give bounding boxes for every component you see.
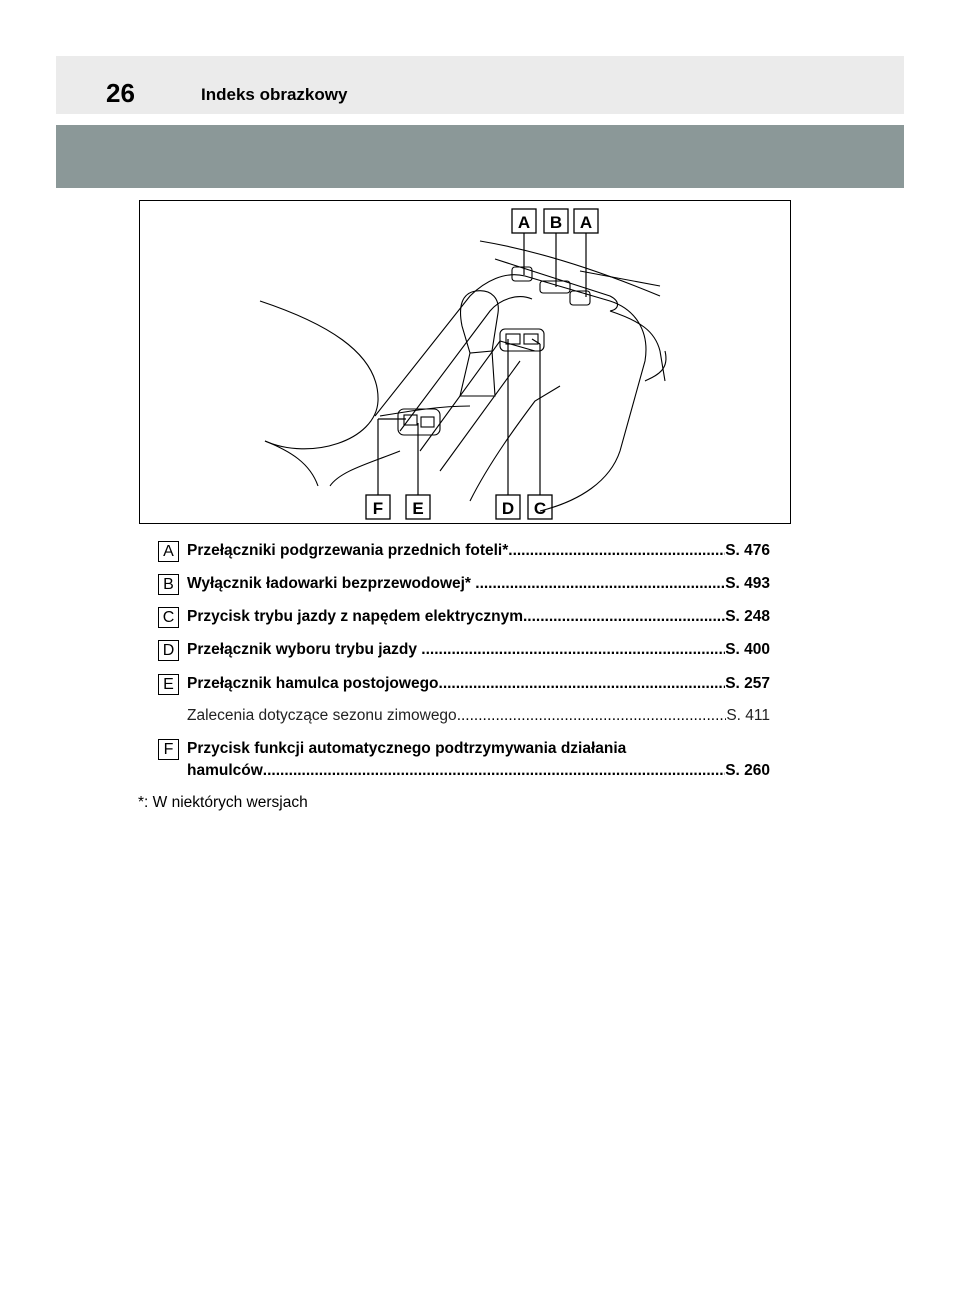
legend-text-line1: Przycisk funkcji automatycznego podtrzymywania działania (187, 740, 627, 757)
leader-dots (457, 707, 727, 725)
legend-badge: A (158, 541, 179, 562)
legend-entry (187, 762, 770, 780)
legend-badge: C (158, 607, 179, 628)
legend-entry (187, 641, 770, 659)
legend-text: Przełącznik wyboru trybu jazdy (187, 641, 422, 658)
legend-entry (187, 608, 770, 626)
leader-dots (508, 542, 725, 560)
legend-entry (187, 707, 770, 725)
console-drawing (140, 201, 792, 525)
footnote: *: W niektórych wersjach (138, 794, 308, 811)
legend-badge: E (158, 674, 179, 695)
legend-entry (187, 542, 770, 560)
leader-dots (523, 608, 725, 626)
callout-bottom-1: F (372, 499, 384, 518)
center-console-illustration (139, 200, 791, 524)
page-number: 26 (106, 78, 135, 108)
page-header (56, 56, 904, 114)
section-band (56, 125, 904, 188)
legend-text: Wyłącznik ładowarki bezprzewodowej* (187, 575, 476, 592)
legend-item (158, 739, 770, 783)
page-title: Indeks obrazkowy (201, 85, 348, 104)
callout-top-3: A (579, 213, 593, 232)
page-reference[interactable]: S. 248 (725, 608, 770, 625)
legend-badge: B (158, 574, 179, 595)
leader-dots (421, 641, 725, 659)
legend-text: Przełącznik hamulca postojowego (187, 675, 439, 692)
legend-badge: D (158, 640, 179, 661)
legend-entry (187, 575, 770, 593)
page-reference[interactable]: S. 476 (725, 542, 770, 559)
page-reference[interactable]: S. 493 (725, 575, 770, 592)
callout-bottom-2: E (412, 499, 424, 518)
page-reference[interactable]: S. 411 (726, 707, 770, 724)
page-reference[interactable]: S. 257 (725, 675, 770, 692)
callout-bottom-4: C (533, 499, 547, 518)
callout-bottom-3: D (501, 499, 515, 518)
legend-badge: F (158, 739, 179, 760)
page-reference[interactable]: S. 400 (725, 641, 770, 658)
legend-text: hamulców (187, 762, 263, 779)
callout-top-2: B (549, 213, 563, 232)
legend-text: Przycisk trybu jazdy z napędem elektrycznym (187, 608, 523, 625)
page-reference[interactable]: S. 260 (725, 762, 770, 779)
legend-entry (187, 675, 770, 693)
callout-top-1: A (517, 213, 531, 232)
legend-text: Przełączniki podgrzewania przednich foteli* (187, 542, 509, 559)
legend-text: Zalecenia dotyczące sezonu zimowego (187, 707, 457, 724)
leader-dots (475, 575, 725, 593)
leader-dots (263, 762, 725, 780)
leader-dots (439, 675, 726, 693)
